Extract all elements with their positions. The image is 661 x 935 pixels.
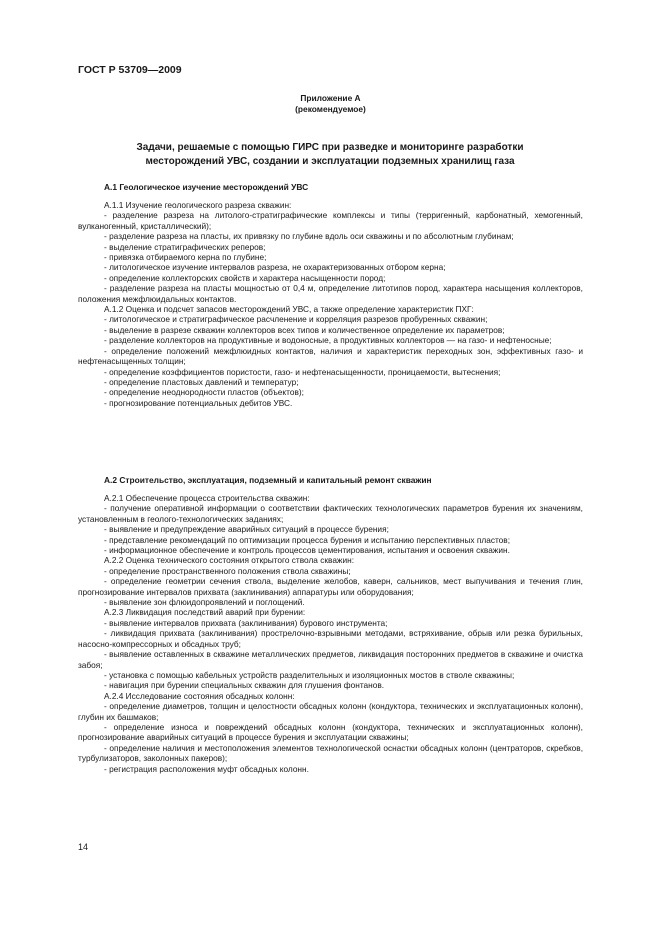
appendix-subtitle: (рекомендуемое) [295, 104, 366, 114]
page-number: 14 [78, 842, 89, 852]
paragraph: - выявление и предупреждение аварийных ситуаций в процессе бурения; [104, 524, 389, 535]
paragraph: А.2.3 Ликвидация последствий аварий при бурении: [104, 607, 306, 618]
appendix-title: Приложение А [300, 93, 361, 103]
paragraph: А.2.1 Обеспечение процесса строительства скважин: [104, 493, 310, 503]
paragraph: - получение оперативной информации о соответствии фактических технологических параметров бурения их значениям, установленным в геолого-технологических заданиях; [78, 503, 583, 524]
paragraph: - литологическое и стратиграфическое расчленение и корреляция разрезов пробуренных скважин; [104, 314, 488, 325]
paragraph: - определение диаметров, толщин и целостности обсадных колонн (кондуктора, технических и эксплуатационных колонн), глубин их башмаков; [78, 701, 583, 722]
paragraph: - определение коэффициентов пористости, газо- и нефтенасыщенности, проницаемости, вытеснения; [104, 366, 501, 377]
paragraph: - представление рекомендаций по оптимизации процесса бурения и испытанию перспективных пластов; [104, 534, 511, 545]
paragraph: - навигация при бурении специальных скважин для глушения фонтанов. [104, 680, 385, 691]
paragraph: - разделение разреза на литолого-стратиграфические комплексы и типы (терригенный, карбонатный, хемогенный, вулканогенный, кристаллический); [78, 210, 583, 231]
paragraph: - установка с помощью кабельных устройств разделительных и изоляционных мостов в стволе скважины; [104, 669, 515, 680]
paragraph: - регистрация расположения муфт обсадных колонн. [104, 763, 309, 774]
paragraph: - выявление зон флюидопроявлений и поглощений. [104, 597, 305, 608]
paragraph: - привязка отбираемого керна по глубине; [104, 252, 267, 263]
section-heading-a2: А.2 Строительство, эксплуатация, подземный и капитальный ремонт скважин [104, 475, 432, 485]
paragraph: - информационное обеспечение и контроль процессов цементирования, испытания и освоения скважин. [104, 545, 510, 556]
paragraph: - выделение стратиграфических реперов; [104, 241, 266, 252]
section-heading-a1: А.1 Геологическое изучение месторождений УВС [104, 182, 309, 192]
paragraph: - литологическое изучение интервалов разреза, не охарактеризованных отбором керна; [104, 262, 446, 273]
paragraph: - выделение в разрезе скважин коллекторов всех типов и количественное определение их параметров; [104, 324, 505, 335]
paragraph: А.1.1 Изучение геологического разреза скважин: [104, 200, 292, 210]
paragraph: - выявление интервалов прихвата (заклинивания) бурового инструмента; [104, 617, 388, 628]
paragraph: - ликвидация прихвата (заклинивания) прострелочно-взрывными методами, встряхивание, обрыв или резка бурильных, насосно-компрессорных и обсадных труб; [78, 628, 583, 649]
main-title-line-2: месторождений УВС, создании и эксплуатации подземных хранилищ газа [145, 156, 515, 167]
paragraph: А.2.4 Исследование состояния обсадных колонн: [104, 690, 295, 701]
paragraph: - разделение разреза на пласты, их привязку по глубине вдоль оси скважины и по абсолютным глубинам; [104, 231, 514, 242]
paragraph: - разделение коллекторов на продуктивные и водоносные, а продуктивных коллекторов — на газо- и нефтеносные; [104, 335, 552, 346]
paragraph: - определение пространственного положения ствола скважины; [104, 565, 351, 576]
section-a1-body [78, 200, 583, 408]
main-title-line-1: Задачи, решаемые с помощью ГИРС при разведке и мониторинге разработки [136, 142, 524, 153]
paragraph: - определение коллекторских свойств и характера насыщенности пород; [104, 272, 386, 283]
paragraph: А.1.2 Оценка и подсчет запасов месторождений УВС, а также определение характеристик ПХГ: [104, 304, 474, 315]
paragraph: А.2.2 Оценка технического состояния открытого ствола скважин: [104, 555, 354, 566]
paragraph: - определение пластовых давлений и температур; [104, 376, 299, 387]
paragraph: - определение износа и повреждений обсадных колонн (кондуктора, технических и эксплуатационных колонн), прогнозирование аварийных ситуаций в процессе бурения и эксплуатации скважины; [78, 721, 583, 743]
paragraph: - разделение разреза на пласты мощностью от 0,4 м, определение литотипов пород, характера насыщения коллекторов, положения межфлюидальных контактов. [78, 283, 583, 304]
document-header: ГОСТ Р 53709—2009 [78, 64, 182, 76]
paragraph: - прогнозирование потенциальных дебитов УВС. [104, 397, 293, 408]
paragraph: - определение геометрии сечения ствола, выделение желобов, каверн, сальников, мест выпучивания и течения глин, прогнозирование интервалов прихвата (заклинивания) аппаратуры или оборудования; [78, 576, 583, 597]
paragraph: - выявление оставленных в скважине металлических предметов, ликвидация посторонних предметов в скважине и очистка забоя; [78, 649, 583, 670]
paragraph: - определение наличия и местоположения элементов технологической оснастки обсадных колонн (центраторов, скребков, турбулизаторов, заколонных пакеров); [78, 742, 583, 764]
paragraph: - определение положений межфлюидных контактов, наличия и характеристик переходных зон, эффективных газо- и нефтенасыщенных толщин; [78, 345, 583, 367]
section-a2-body [78, 493, 583, 774]
paragraph: - определение неоднородности пластов (объектов); [104, 387, 304, 398]
